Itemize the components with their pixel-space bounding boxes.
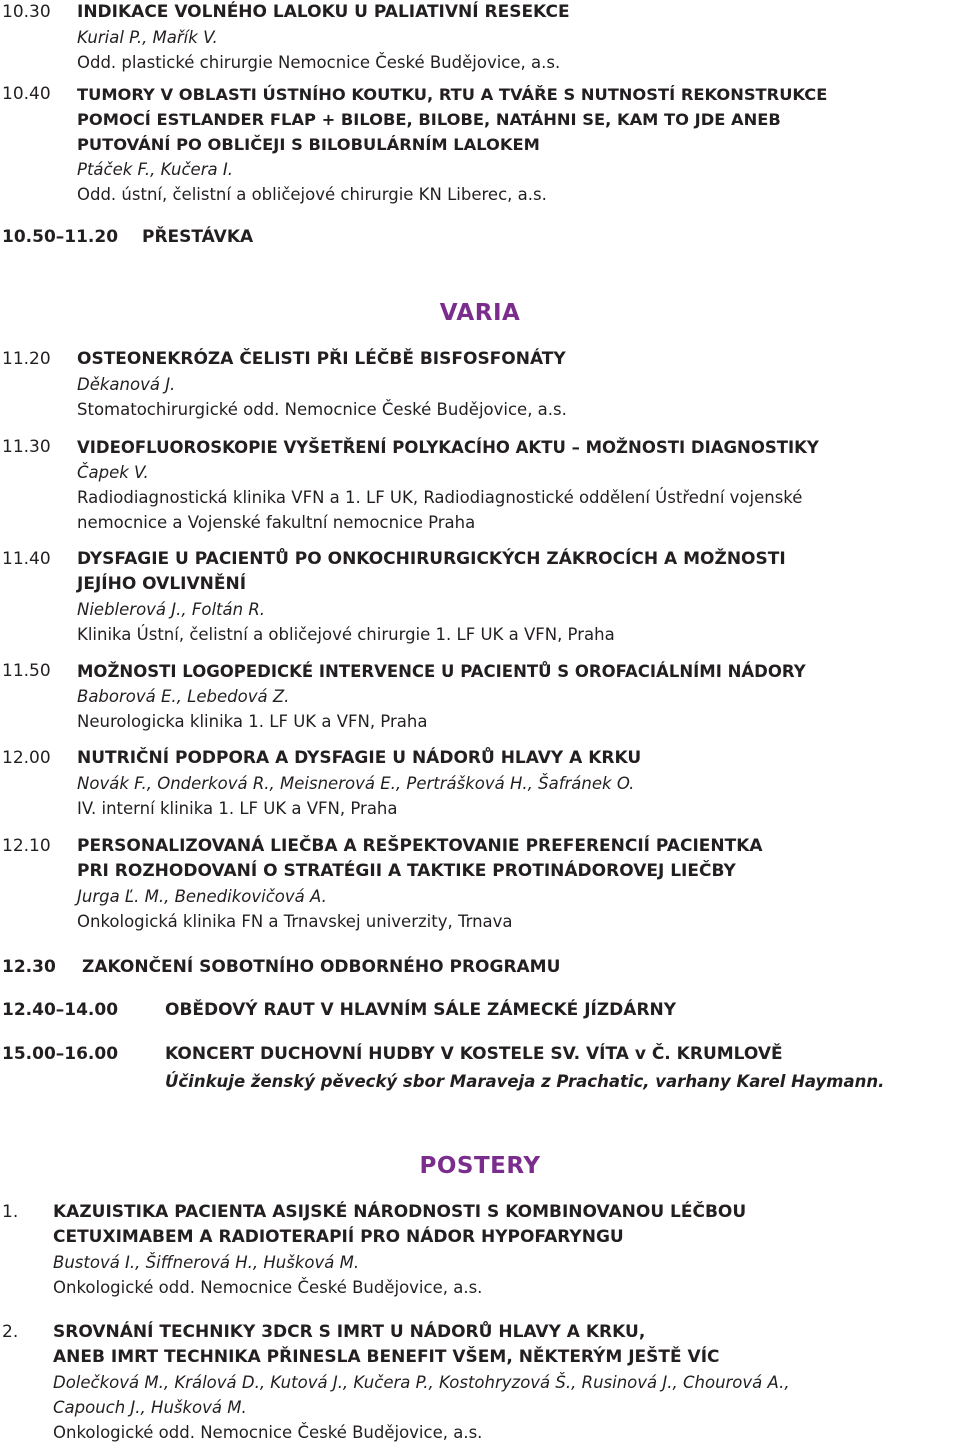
entry-affiliation: Onkologická klinika FN a Trnavskej univerzity, Trnava [77,912,513,931]
entry-time: 12.10 [2,836,51,856]
closing-time: 12.30 [2,957,56,977]
concert-time: 15.00–16.00 [2,1044,119,1064]
entry-time: 11.40 [2,549,51,569]
entry-authors: Nieblerová J., Foltán R. [77,600,266,619]
poster-authors: Bustová I., Šiffnerová H., Hušková M. [53,1253,360,1272]
entry-title: OSTEONEKRÓZA ČELISTI PŘI LÉČBĚ BISFOSFONÁTY [77,349,566,369]
entry-affiliation: Radiodiagnostická klinika VFN a 1. LF UK, Radiodiagnostické oddělení Ústřední vojenské [77,488,803,507]
entry-title: VIDEOFLUOROSKOPIE VYŠETŘENÍ POLYKACÍHO AKTU – MOŽNOSTI DIAGNOSTIKY [77,438,819,457]
closing-label: ZAKONČENÍ SOBOTNÍHO ODBORNÉHO PROGRAMU [82,957,561,977]
poster-authors: Capouch J., Hušková M. [53,1398,247,1417]
entry-time: 11.20 [2,349,51,369]
break-label: PŘESTÁVKA [142,227,254,247]
entry-affiliation: IV. interní klinika 1. LF UK a VFN, Praha [77,799,398,818]
poster-entry-1 [0,1200,960,1300]
entry-authors: Novák F., Onderková R., Meisnerová E., Pertrášková H., Šafránek O. [77,774,635,793]
entry-affiliation: Neurologicka klinika 1. LF UK a VFN, Praha [77,712,428,731]
entry-time: 11.30 [2,437,51,457]
entry-title: PUTOVÁNÍ PO OBLIČEJI S BILOBULÁRNÍM LALOKEM [77,135,540,154]
program-entry-1200 [0,746,960,821]
entry-affiliation: Stomatochirurgické odd. Nemocnice České Budějovice, a.s. [77,400,567,419]
entry-authors: Děkanová J. [77,375,176,394]
break-time: 10.50–11.20 [2,227,119,247]
entry-authors: Čapek V. [77,463,149,482]
poster-entry-2 [0,1320,960,1445]
entry-affiliation: nemocnice a Vojenské fakultní nemocnice Praha [77,513,476,532]
entry-title: PERSONALIZOVANÁ LIEČBA A REŠPEKTOVANIE PREFERENCIÍ PACIENTKA [77,836,763,856]
poster-affiliation: Onkologické odd. Nemocnice České Budějovice, a.s. [53,1278,483,1297]
entry-time: 12.00 [2,748,51,768]
poster-title: CETUXIMABEM A RADIOTERAPIÍ PRO NÁDOR HYPOFARYNGU [53,1227,624,1247]
program-entry-1210 [0,834,960,934]
entry-time: 10.40 [2,84,51,104]
poster-affiliation: Onkologické odd. Nemocnice České Budějovice, a.s. [53,1423,483,1442]
entry-affiliation: Klinika Ústní, čelistní a obličejové chirurgie 1. LF UK a VFN, Praha [77,625,615,644]
entry-title: MOŽNOSTI LOGOPEDICKÉ INTERVENCE U PACIENTŮ S OROFACIÁLNÍMI NÁDORY [77,662,806,681]
entry-title: PRI ROZHODOVANÍ O STRATÉGII A TAKTIKE PROTINÁDOROVEJ LIEČBY [77,861,736,881]
poster-title: SROVNÁNÍ TECHNIKY 3DCR S IMRT U NÁDORŮ HLAVY A KRKU, [53,1322,646,1342]
entry-authors: Baborová E., Lebedová Z. [77,687,290,706]
program-entry-1150 [0,659,960,734]
program-entry-1140 [0,547,960,647]
entry-authors: Ptáček F., Kučera I. [77,160,233,179]
lunch-label: OBĚDOVÝ RAUT V HLAVNÍM SÁLE ZÁMECKÉ JÍZDÁRNY [165,1000,677,1020]
entry-title: INDIKACE VOLNÉHO LALOKU U PALIATIVNÍ RESEKCE [77,2,570,22]
entry-time: 11.50 [2,661,51,681]
entry-authors: Kurial P., Mařík V. [77,28,218,47]
program-entry-1120 [0,347,960,422]
concert-subtitle: Účinkuje ženský pěvecký sbor Maraveja z Prachatic, varhany Karel Haymann. [165,1072,885,1091]
entry-title: TUMORY V OBLASTI ÚSTNÍHO KOUTKU, RTU A TVÁŘE S NUTNOSTÍ REKONSTRUKCE [77,85,828,104]
poster-number: 1. [2,1202,19,1222]
program-entry-1030 [0,0,960,75]
entry-authors: Jurga Ľ. M., Benedikovičová A. [77,887,327,906]
entry-title: POMOCÍ ESTLANDER FLAP + BILOBE, BILOBE, NATÁHNI SE, KAM TO JDE ANEB [77,110,781,129]
posters-heading: POSTERY [419,1153,541,1179]
entry-title: JEJÍHO OVLIVNĚNÍ [77,574,247,594]
poster-title: ANEB IMRT TECHNIKA PŘINESLA BENEFIT VŠEM, NĚKTERÝM JEŠTĚ VÍC [53,1347,720,1367]
varia-heading: VARIA [439,300,521,326]
program-entry-1040 [0,82,960,207]
concert-label: KONCERT DUCHOVNÍ HUDBY V KOSTELE SV. VÍTA v Č. KRUMLOVĚ [165,1044,783,1064]
entry-time: 10.30 [2,2,51,22]
entry-affiliation: Odd. ústní, čelistní a obličejové chirurgie KN Liberec, a.s. [77,185,547,204]
entry-title: NUTRIČNÍ PODPORA A DYSFAGIE U NÁDORŮ HLAVY A KRKU [77,748,642,768]
entry-affiliation: Odd. plastické chirurgie Nemocnice České Budějovice, a.s. [77,53,561,72]
poster-title: KAZUISTIKA PACIENTA ASIJSKÉ NÁRODNOSTI S KOMBINOVANOU LÉČBOU [53,1202,747,1222]
poster-number: 2. [2,1322,19,1342]
lunch-time: 12.40–14.00 [2,1000,119,1020]
poster-authors: Dolečková M., Králová D., Kutová J., Kučera P., Kostohryzová Š., Rusinová J., Chourová A., [53,1373,790,1392]
entry-title: DYSFAGIE U PACIENTŮ PO ONKOCHIRURGICKÝCH ZÁKROCÍCH A MOŽNOSTI [77,549,786,569]
program-entry-1130 [0,435,960,535]
